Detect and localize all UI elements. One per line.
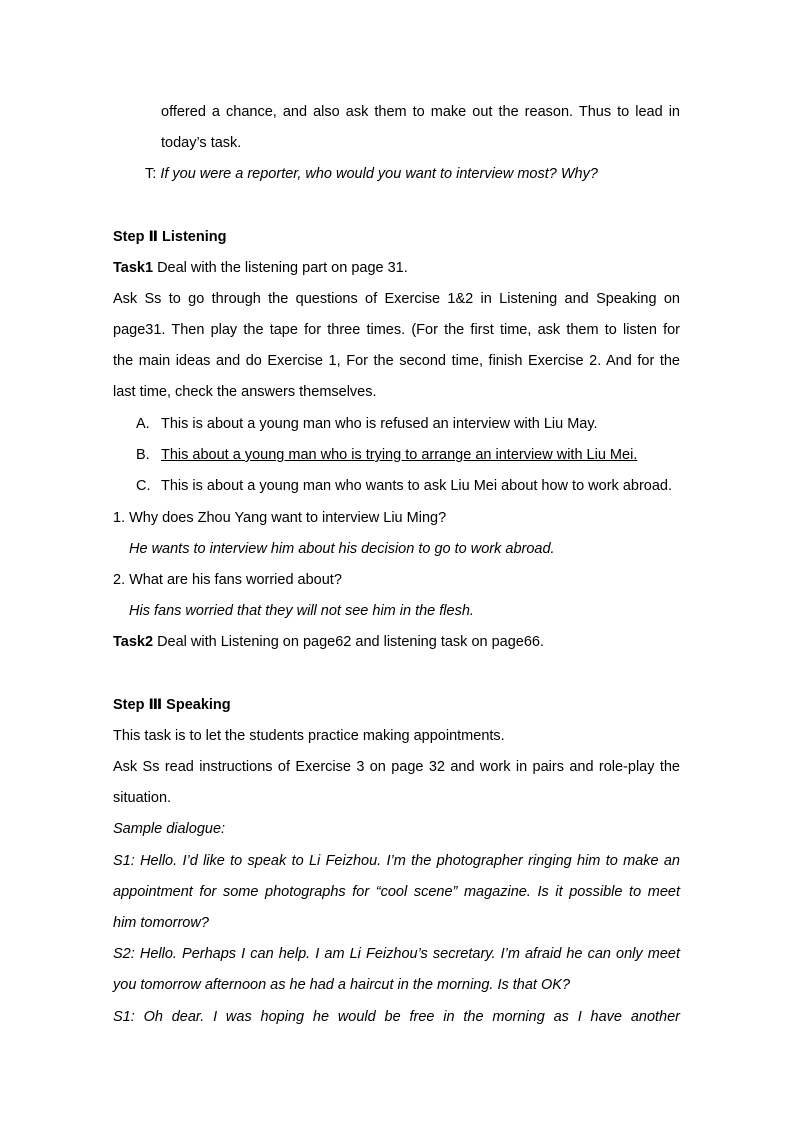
paragraph-line: the main ideas and do Exercise 1, For the second time, finish Exercise 2. And for the	[113, 353, 680, 369]
question-2: 2. What are his fans worried about?	[113, 572, 342, 588]
step3-heading: Step Ⅲ Speaking	[113, 697, 231, 713]
dialogue-line: S2: Hello. Perhaps I can help. I am Li Feizhou’s secretary. I’m afraid he can only meet	[113, 946, 680, 962]
answer-2: His fans worried that they will not see him in the flesh.	[129, 603, 474, 619]
sample-dialogue-label: Sample dialogue:	[113, 821, 226, 837]
teacher-question	[145, 164, 598, 184]
paragraph-line: last time, check the answers themselves.	[113, 384, 377, 400]
option-a-label: A.	[136, 416, 150, 432]
step3-intro-line: This task is to let the students practice making appointments.	[113, 728, 505, 744]
step3-instruction-line: Ask Ss read instructions of Exercise 3 on page 32 and work in pairs and role-play the	[113, 759, 680, 775]
dialogue-line: appointment for some photographs for “cool scene” magazine. Is it possible to meet	[113, 884, 680, 900]
task2-label: Task2	[113, 634, 154, 650]
task1-line	[113, 258, 408, 278]
step2-heading: Step Ⅱ Listening	[113, 229, 227, 245]
dialogue-line: him tomorrow?	[113, 915, 209, 931]
teacher-label: T:	[145, 166, 157, 182]
option-c-text: This is about a young man who wants to ask Liu Mei about how to work abroad.	[161, 478, 673, 494]
intro-line: offered a chance, and also ask them to make out the reason. Thus to lead in	[161, 104, 680, 120]
option-c-label: C.	[136, 478, 151, 494]
dialogue-line: S1: Hello. I’d like to speak to Li Feizhou. I’m the photographer ringing him to make an	[113, 853, 680, 869]
teacher-question-text: If you were a reporter, who would you want to interview most? Why?	[160, 166, 598, 182]
task1-label: Task1	[113, 260, 154, 276]
dialogue-line: you tomorrow afternoon as he had a haircut in the morning. Is that OK?	[113, 977, 571, 993]
option-a-text: This is about a young man who is refused an interview with Liu May.	[161, 416, 598, 432]
option-b-label: B.	[136, 447, 150, 463]
answer-1: He wants to interview him about his decision to go to work abroad.	[129, 541, 555, 557]
option-b-text: This about a young man who is trying to arrange an interview with Liu Mei.	[161, 447, 638, 463]
task2-text: Deal with Listening on page62 and listening task on page66.	[153, 634, 545, 650]
task1-text: Deal with the listening part on page 31.	[153, 260, 408, 276]
dialogue-line: S1: Oh dear. I was hoping he would be free in the morning as I have another	[113, 1009, 680, 1025]
paragraph-line: page31. Then play the tape for three times. (For the first time, ask them to listen for	[113, 322, 680, 338]
intro-line: today’s task.	[161, 135, 242, 151]
paragraph-line: Ask Ss to go through the questions of Exercise 1&2 in Listening and Speaking on	[113, 291, 680, 307]
step3-instruction-line: situation.	[113, 790, 172, 806]
task2-line	[113, 632, 544, 652]
question-1: 1. Why does Zhou Yang want to interview Liu Ming?	[113, 510, 447, 526]
